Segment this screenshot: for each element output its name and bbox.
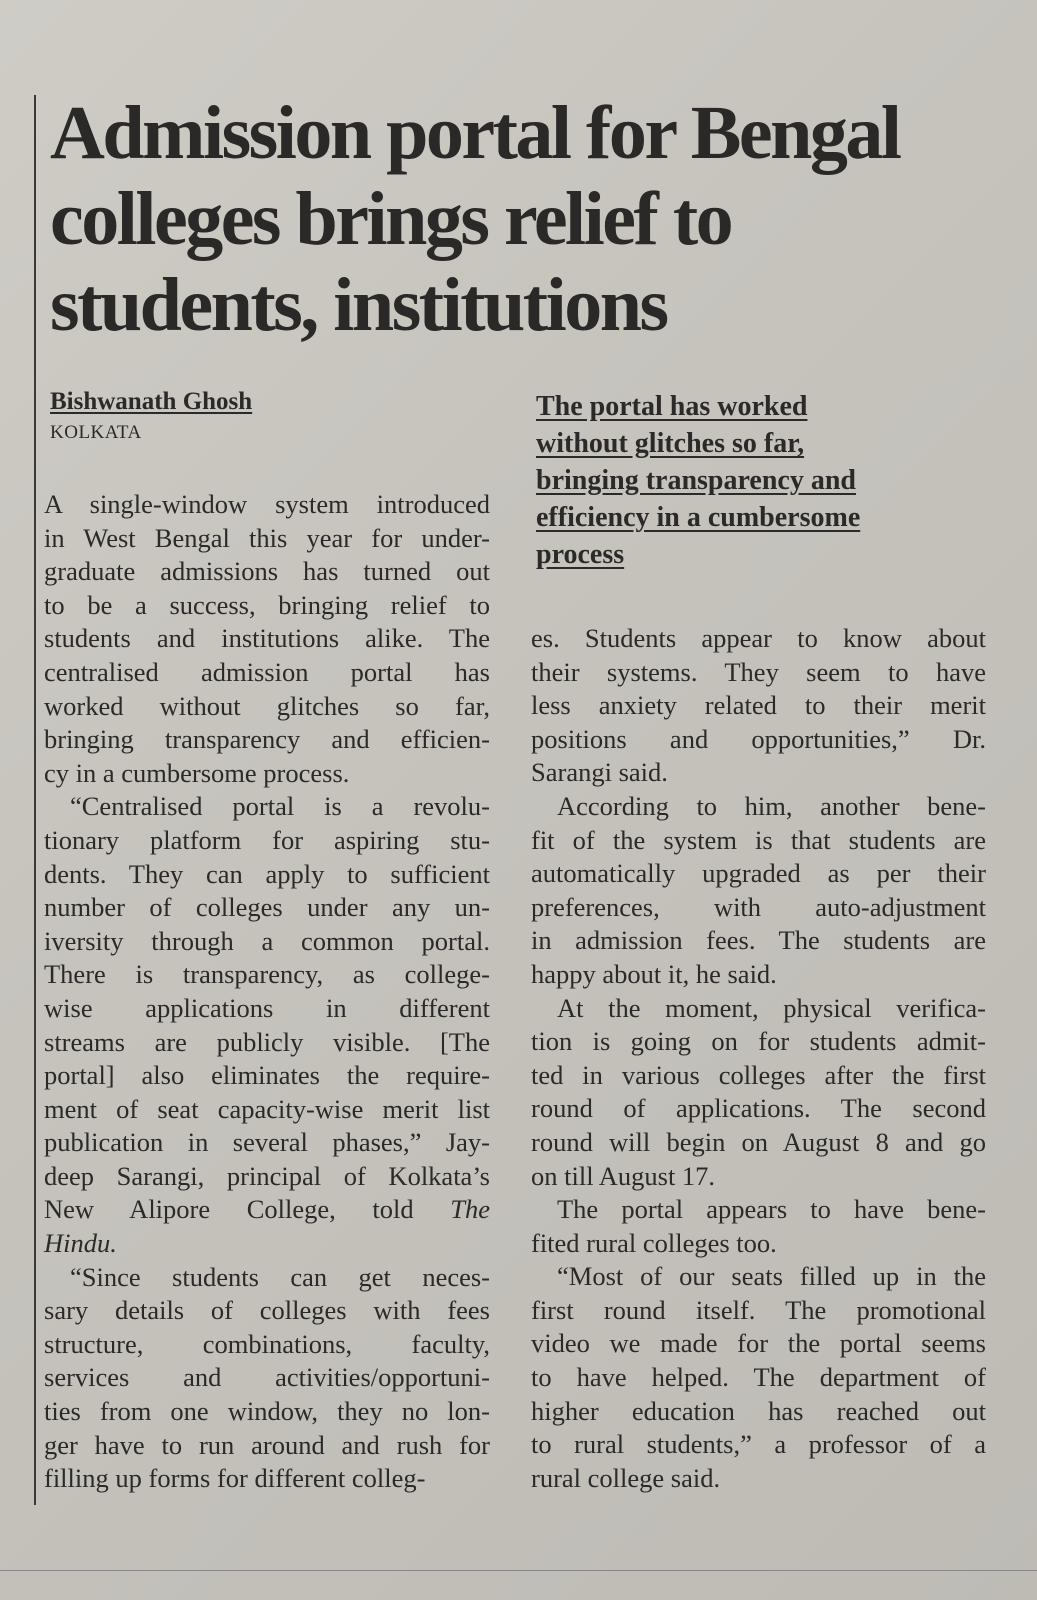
text-line: “Since students can get neces- (70, 1261, 490, 1292)
text-line: ment of seat capacity-wise merit list (44, 1093, 490, 1124)
paragraph (44, 488, 490, 790)
text-line: less anxiety related to their merit (531, 690, 986, 721)
text-line: tionary platform for aspiring stu- (44, 824, 490, 855)
headline-line: students, institutions (50, 263, 667, 347)
article-column-left (44, 488, 490, 1496)
byline (50, 388, 252, 444)
column-rule (34, 95, 36, 1505)
paragraph (531, 1193, 986, 1260)
paragraph (531, 790, 986, 992)
text-line: filling up forms for different colleg- (44, 1463, 426, 1494)
text-line: publication in several phases,” Jay- (44, 1127, 490, 1158)
text-line: round of applications. The second (531, 1093, 986, 1124)
headline (50, 90, 1010, 348)
text-line: cy in a cumbersome process. (44, 757, 350, 788)
text-line: deep Sarangi, principal of Kolkata’s (44, 1160, 490, 1191)
text-line: fited rural colleges too. (531, 1227, 777, 1258)
text-line: wise applications in different (44, 992, 490, 1023)
text-line: round will begin on August 8 and go (531, 1126, 986, 1157)
pull-quote-line: bringing transparency and (536, 465, 856, 496)
text-line: bringing transparency and efficien- (44, 724, 490, 755)
text-line: in West Bengal this year for under- (44, 522, 490, 553)
paragraph (44, 1261, 490, 1496)
text-line: automatically upgraded as per their (531, 858, 986, 889)
text-line: in admission fees. The students are (531, 925, 986, 956)
text-line: There is transparency, as college- (44, 959, 490, 990)
text-line: worked without glitches so far, (44, 690, 490, 721)
text-line: graduate admissions has turned out (44, 556, 490, 587)
text-line: positions and opportunities,” Dr. (531, 723, 986, 754)
pull-quote (536, 388, 961, 573)
bottom-rule (0, 1570, 1037, 1571)
text-line: first round itself. The promotional (531, 1294, 986, 1325)
text-line: dents. They can apply to sufficient (44, 858, 490, 889)
text-line: video we made for the portal seems (531, 1328, 986, 1359)
paragraph (531, 1260, 986, 1495)
pull-quote-line: The portal has worked (536, 391, 808, 422)
dateline: KOLKATA (50, 422, 142, 443)
text-line: happy about it, he said. (531, 958, 777, 989)
text-line: Sarangi said. (531, 757, 668, 788)
text-line: ted in various colleges after the first (531, 1059, 986, 1090)
publication-name: The (450, 1194, 490, 1225)
paragraph (531, 622, 986, 790)
text-line: centralised admission portal has (44, 656, 490, 687)
text-line: es. Students appear to know about (531, 623, 986, 653)
text-line: ger have to run around and rush for (44, 1429, 490, 1460)
paragraph (44, 790, 490, 1260)
text-line: on till August 17. (531, 1160, 716, 1191)
text-line: A single-window system introduced (44, 489, 490, 519)
text-line: tion is going on for students admit- (531, 1026, 986, 1057)
text-line: students and institutions alike. The (44, 623, 490, 654)
text-line: to be a success, bringing relief to (44, 589, 490, 620)
pull-quote-line: process (536, 539, 625, 570)
text-line: structure, combinations, faculty, (44, 1328, 490, 1359)
text-line: preferences, with auto-adjustment (531, 891, 986, 922)
pull-quote-line: efficiency in a cumbersome (536, 502, 861, 533)
text-line: ties from one window, they no lon- (44, 1396, 490, 1427)
text-line: The portal appears to have bene- (557, 1194, 986, 1225)
text-line: to rural students,” a professor of a (531, 1429, 986, 1460)
headline-line: Admission portal for Bengal (50, 91, 900, 175)
text-line: services and activities/opportuni- (44, 1362, 490, 1393)
text-line: to have helped. The department of (531, 1362, 986, 1393)
text-line: rural college said. (531, 1462, 721, 1493)
article-column-right (531, 622, 986, 1495)
text-line: Hindu. (44, 1228, 117, 1259)
text-line: “Most of our seats filled up in the (557, 1261, 986, 1292)
text-line: According to him, another bene- (557, 790, 986, 821)
text-line: sary details of colleges with fees (44, 1295, 490, 1326)
text-line: streams are publicly visible. [The (44, 1026, 490, 1057)
text-line: fit of the system is that students are (531, 824, 986, 855)
author-name: Bishwanath Ghosh (50, 388, 253, 415)
text-line: portal] also eliminates the require- (44, 1060, 490, 1091)
text-line: “Centralised portal is a revolu- (70, 791, 490, 822)
text-line: number of colleges under any un- (44, 892, 490, 923)
text-line: New Alipore College, told The (44, 1194, 490, 1225)
pull-quote-line: without glitches so far, (536, 428, 805, 459)
paragraph (531, 992, 986, 1194)
headline-line: colleges brings relief to (50, 177, 732, 261)
text-line: iversity through a common portal. (44, 925, 490, 956)
text-line: At the moment, physical verifica- (557, 992, 986, 1023)
text-line: higher education has reached out (531, 1395, 986, 1426)
text-line: their systems. They seem to have (531, 656, 986, 687)
